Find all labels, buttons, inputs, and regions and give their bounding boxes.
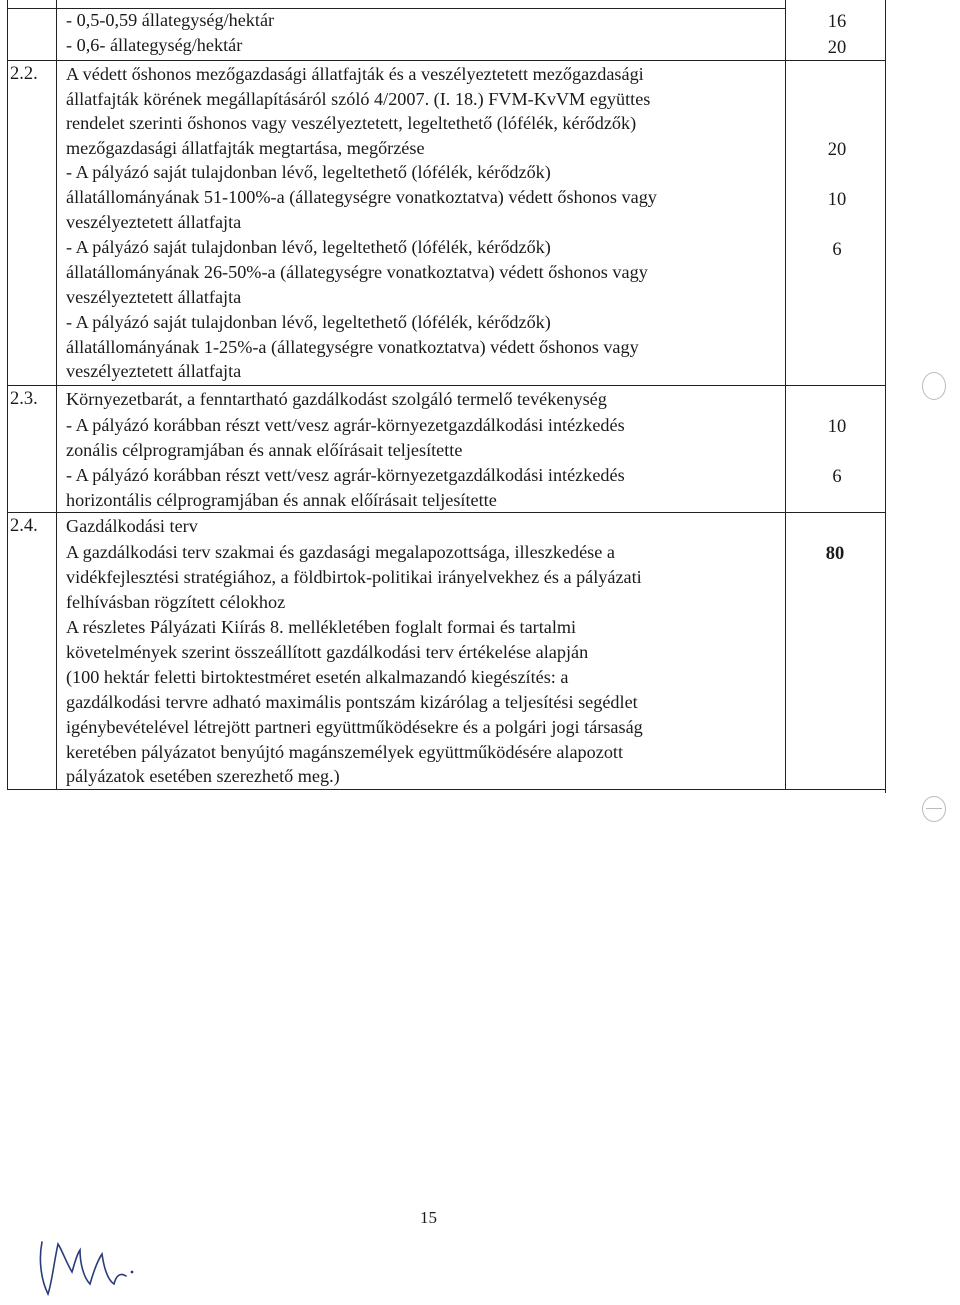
table-bottom-border (7, 789, 886, 790)
row-text-line: A részletes Pályázati Kiírás 8. mellékletében foglalt formai és tartalmi (66, 617, 577, 637)
row-text-line: állatállományának 51-100%-a (állategységre vonatkoztatva) védett őshonos vagy (66, 187, 657, 207)
row-text-line: gazdálkodási tervre adható maximális pontszám kizárólag a teljesítési segédlet (66, 692, 638, 712)
table-col-divider-score (785, 0, 786, 790)
table-border-right (885, 0, 886, 793)
row-text-line: - 0,6- állategység/hektár (66, 35, 243, 55)
row-text-line: felhívásban rögzített célokhoz (66, 592, 286, 612)
row-text-line: Gazdálkodási terv (66, 516, 198, 536)
table-border-left (7, 0, 8, 790)
punch-hole-mark (922, 796, 946, 822)
score-value: 20 (827, 140, 847, 160)
row-text-line: veszélyeztetett állatfajta (66, 212, 242, 232)
row-text-line: A gazdálkodási terv szakmai és gazdasági megalapozottsága, illeszkedése a (66, 542, 615, 562)
row-text-line: (100 hektár feletti birtoktestméret esetén alkalmazandó kiegészítés: a (66, 667, 569, 687)
row-text-line: Környezetbarát, a fenntartható gazdálkodást szolgáló termelő tevékenység (66, 389, 607, 409)
score-value: 80 (825, 544, 845, 564)
row-text-line: állatállományának 1-25%-a (állategységre vonatkoztatva) védett őshonos vagy (66, 337, 639, 357)
row-text-line: A védett őshonos mezőgazdasági állatfajták és a veszélyeztetett mezőgazdasági (66, 64, 644, 84)
row-text-line: - A pályázó korábban részt vett/vesz agrár-környezetgazdálkodási intézkedés (66, 465, 625, 485)
row-text-line: mezőgazdasági állatfajták megtartása, megőrzése (66, 138, 425, 158)
row-divider-1 (7, 60, 886, 61)
row-text-line: horizontális célprogramjában és annak előírásait teljesítette (66, 490, 497, 510)
table-col-divider-number (56, 0, 57, 790)
score-value: 10 (827, 190, 847, 210)
row-text-line: - 0,5-0,59 állategység/hektár (66, 10, 275, 30)
row-text-line: vidékfejlesztési stratégiához, a földbirtok-politikai irányelvekhez és a pályázati (66, 567, 642, 587)
row-text-line: veszélyeztetett állatfajta (66, 287, 242, 307)
row-text-line: keretében pályázatot benyújtó magánszemélyek együttműködésére alapozott (66, 742, 624, 762)
row-text-line: pályázatok esetében szerezhető meg.) (66, 766, 340, 786)
score-value: 20 (827, 38, 847, 58)
row-text-line: - A pályázó saját tulajdonban lévő, legeltethető (lófélék, kérődzők) (66, 312, 551, 332)
page-number: 15 (420, 1208, 437, 1227)
row-number: 2.4. (10, 516, 38, 536)
handwritten-signature (28, 1232, 148, 1302)
row-text-line: állatfajták körének megállapításáról szóló 4/2007. (I. 18.) FVM-KvVM együttes (66, 89, 651, 109)
score-value: 10 (827, 417, 847, 437)
row-text-line: rendelet szerinti őshonos vagy veszélyeztetett, legeltethető (lófélék, kérődzők) (66, 113, 637, 133)
score-value: 6 (832, 240, 842, 260)
row-text-line: - A pályázó korábban részt vett/vesz agrár-környezetgazdálkodási intézkedés (66, 415, 625, 435)
row-text-line: állatállományának 26-50%-a (állategységre vonatkoztatva) védett őshonos vagy (66, 262, 648, 282)
punch-hole-mark (922, 372, 946, 400)
score-value: 6 (832, 467, 842, 487)
row-text-line: igénybevételével létrejött partneri együttműködésekre és a polgári jogi társaság (66, 717, 643, 737)
row-text-line: - A pályázó saját tulajdonban lévő, legeltethető (lófélék, kérődzők) (66, 237, 551, 257)
row-text-line: zonális célprogramjában és annak előírásait teljesítette (66, 440, 463, 460)
row-number: 2.2. (10, 64, 38, 84)
row-text-line: veszélyeztetett állatfajta (66, 361, 242, 381)
row-divider-2 (7, 385, 886, 386)
score-value: 16 (827, 12, 847, 32)
row-text-line: - A pályázó saját tulajdonban lévő, legeltethető (lófélék, kérődzők) (66, 162, 551, 182)
row-number: 2.3. (10, 389, 38, 409)
row-text-line: követelmények szerint összeállított gazdálkodási terv értékelése alapján (66, 642, 589, 662)
